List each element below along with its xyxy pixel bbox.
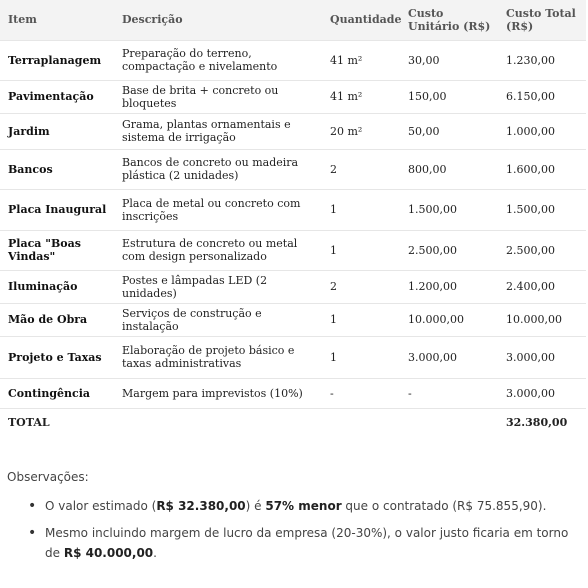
cell-custo-total: 2.500,00 (498, 230, 586, 270)
cell-descricao: Estrutura de concreto ou metal com design personalizado (114, 230, 322, 270)
cell-custo-total: 1.230,00 (498, 40, 586, 80)
cell-quantidade: 1 (322, 230, 400, 270)
table-header-row (0, 0, 586, 40)
cell-descricao: Serviços de construção e instalação (114, 303, 322, 336)
cell-custo-unitario: 800,00 (400, 149, 498, 189)
cell-quantidade: 1 (322, 189, 400, 230)
cell-item: Iluminação (0, 270, 114, 303)
observations-title: Observações: (7, 470, 89, 484)
bullet-icon: • (28, 498, 37, 514)
total-empty-cell (400, 408, 498, 436)
cell-item: Mão de Obra (0, 303, 114, 336)
cell-descricao: Preparação do terreno, compactação e nivelamento (114, 40, 322, 80)
cell-item: Jardim (0, 113, 114, 149)
bullet-icon: • (28, 525, 37, 541)
total-empty-cell (322, 408, 400, 436)
cell-quantidade: 20 m² (322, 113, 400, 149)
cell-custo-total: 1.600,00 (498, 149, 586, 189)
obs1-text-mid: ) é (245, 499, 266, 513)
total-value: 32.380,00 (498, 408, 586, 436)
cell-custo-unitario: 1.200,00 (400, 270, 498, 303)
cell-custo-unitario: 1.500,00 (400, 189, 498, 230)
cell-item: Contingência (0, 378, 114, 408)
cell-quantidade: 41 m² (322, 40, 400, 80)
obs1-estimated-value: R$ 32.380,00 (156, 499, 246, 513)
cell-custo-total: 6.150,00 (498, 80, 586, 113)
table-row (0, 336, 586, 378)
cell-item: Placa Inaugural (0, 189, 114, 230)
table-row (0, 378, 586, 408)
obs1-text-pre: O valor estimado ( (45, 499, 157, 513)
table-row (0, 303, 586, 336)
cell-item: Bancos (0, 149, 114, 189)
cell-custo-unitario: 50,00 (400, 113, 498, 149)
observations-section (7, 470, 582, 570)
obs2-text-pre: Mesmo incluindo margem de lucro da empresa (20-30%), o valor justo ficaria em torno de (45, 526, 569, 560)
cell-item: Projeto e Taxas (0, 336, 114, 378)
table-row (0, 40, 586, 80)
cell-custo-total: 3.000,00 (498, 378, 586, 408)
total-row (0, 408, 586, 436)
cell-descricao: Elaboração de projeto básico e taxas administrativas (114, 336, 322, 378)
table-row (0, 230, 586, 270)
cell-item: Placa "Boas Vindas" (0, 230, 114, 270)
table-row (0, 270, 586, 303)
header-quantidade: Quantidade (330, 13, 402, 27)
obs1-text-post: que o contratado (R$ 75.855,90). (341, 499, 547, 513)
table-row (0, 113, 586, 149)
cell-descricao: Grama, plantas ornamentais e sistema de irrigação (114, 113, 322, 149)
cell-quantidade: 41 m² (322, 80, 400, 113)
obs2-text-post: . (153, 546, 157, 560)
obs1-percentage: 57% menor (265, 499, 342, 513)
cell-custo-total: 2.400,00 (498, 270, 586, 303)
cell-descricao: Bancos de concreto ou madeira plástica (2 unidades) (114, 149, 322, 189)
header-item: Item (8, 13, 37, 27)
table-row (0, 149, 586, 189)
cell-descricao: Base de brita + concreto ou bloquetes (114, 80, 322, 113)
total-empty-cell (114, 408, 322, 436)
cell-custo-total: 1.500,00 (498, 189, 586, 230)
list-item (28, 496, 582, 516)
cell-custo-unitario: 3.000,00 (400, 336, 498, 378)
cell-quantidade: 2 (322, 149, 400, 189)
cell-quantidade: - (322, 378, 400, 408)
total-label: TOTAL (0, 408, 114, 436)
obs2-fair-value: R$ 40.000,00 (63, 546, 154, 560)
cell-quantidade: 1 (322, 336, 400, 378)
header-descricao: Descrição (122, 13, 183, 27)
cell-custo-unitario: 2.500,00 (400, 230, 498, 270)
cell-item: Pavimentação (0, 80, 114, 113)
cell-custo-total: 3.000,00 (498, 336, 586, 378)
cell-quantidade: 2 (322, 270, 400, 303)
cell-custo-total: 1.000,00 (498, 113, 586, 149)
cell-custo-unitario: 150,00 (400, 80, 498, 113)
header-custo-total: Custo Total (R$) (506, 6, 576, 33)
header-custo-unitario: Custo Unitário (R$) (408, 6, 491, 33)
table-row (0, 189, 586, 230)
cell-custo-unitario: 10.000,00 (400, 303, 498, 336)
table-row (0, 80, 586, 113)
cell-item: Terraplanagem (0, 40, 114, 80)
cell-custo-unitario: - (400, 378, 498, 408)
cell-descricao: Margem para imprevistos (10%) (114, 378, 322, 408)
cell-quantidade: 1 (322, 303, 400, 336)
observations-list (7, 496, 582, 563)
list-item (28, 523, 582, 563)
cell-descricao: Placa de metal ou concreto com inscrições (114, 189, 322, 230)
cell-custo-total: 10.000,00 (498, 303, 586, 336)
cell-custo-unitario: 30,00 (400, 40, 498, 80)
cell-descricao: Postes e lâmpadas LED (2 unidades) (114, 270, 322, 303)
